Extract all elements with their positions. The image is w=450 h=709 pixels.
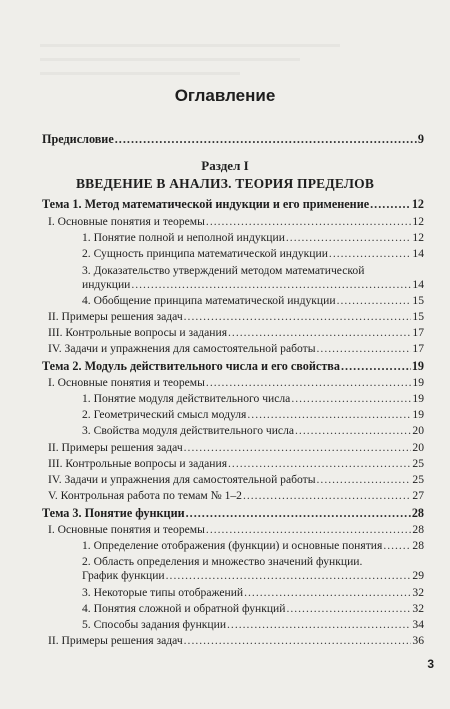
dot-leader bbox=[317, 342, 412, 355]
toc-entry-title: Тема 2. Модуль действительного числа и его свойства bbox=[42, 359, 340, 373]
toc-entry[interactable] bbox=[82, 392, 424, 405]
dot-leader bbox=[247, 408, 411, 421]
toc-entry[interactable] bbox=[48, 215, 424, 228]
toc-entry-page: 15 bbox=[412, 310, 424, 323]
toc-entry-title: I. Основные понятия и теоремы bbox=[48, 523, 205, 536]
toc-entry[interactable] bbox=[82, 569, 424, 582]
toc-entry-title: 2. Сущность принципа математической индукции bbox=[82, 247, 328, 260]
toc-entry-page: 28 bbox=[412, 523, 424, 536]
dot-leader bbox=[186, 507, 411, 520]
show-through-mark bbox=[40, 44, 340, 47]
toc-entry-title-line: 2. Область определения и множество значений функции. bbox=[82, 555, 363, 568]
toc-entry[interactable] bbox=[48, 310, 424, 323]
toc-entry-title: I. Основные понятия и теоремы bbox=[48, 376, 205, 389]
toc-entry-title: 4. Обобщение принципа математической индукции bbox=[82, 294, 336, 307]
toc-entry[interactable] bbox=[48, 489, 424, 502]
toc-entry-page: 32 bbox=[412, 586, 424, 599]
toc-entry-page: 34 bbox=[412, 618, 424, 631]
toc-entry-title: индукции bbox=[82, 278, 131, 291]
dot-leader bbox=[184, 441, 412, 454]
toc-entry[interactable] bbox=[48, 457, 424, 470]
toc-entry-title: Тема 1. Метод математической индукции и его применение bbox=[42, 197, 370, 211]
toc-entry[interactable] bbox=[48, 523, 424, 536]
toc-entry-page: 28 bbox=[412, 539, 424, 552]
dot-leader bbox=[206, 215, 411, 228]
toc-entry-title: 1. Понятие модуля действительного числа bbox=[82, 392, 291, 405]
page-number: 3 bbox=[427, 657, 434, 671]
toc-entry-page: 12 bbox=[412, 231, 424, 244]
toc-entry[interactable] bbox=[48, 473, 424, 486]
toc-entry-page: 14 bbox=[412, 278, 424, 291]
dot-leader bbox=[291, 392, 411, 405]
toc-entry-page: 32 bbox=[412, 602, 424, 615]
toc-entry-title: II. Примеры решения задач bbox=[48, 441, 183, 454]
toc-entry-preface[interactable] bbox=[42, 133, 424, 146]
toc-entry[interactable] bbox=[82, 278, 424, 291]
toc-entry-page: 9 bbox=[417, 132, 424, 146]
toc-entry-title: 1. Понятие полной и неполной индукции bbox=[82, 231, 285, 244]
toc-entry-page: 19 bbox=[412, 408, 424, 421]
toc-entry-page: 20 bbox=[412, 441, 424, 454]
toc-entry-topic[interactable] bbox=[42, 198, 424, 211]
toc-entry-topic[interactable] bbox=[42, 507, 424, 520]
toc-entry-title: Предисловие bbox=[42, 132, 114, 146]
show-through-mark bbox=[40, 72, 240, 75]
dot-leader bbox=[341, 360, 411, 373]
dot-leader bbox=[244, 586, 411, 599]
toc-entry-title: IV. Задачи и упражнения для самостоятельной работы bbox=[48, 473, 316, 486]
toc-entry[interactable] bbox=[82, 602, 424, 615]
toc-entry-page: 20 bbox=[412, 424, 424, 437]
toc-entry-title: График функции bbox=[82, 569, 165, 582]
toc-title: Оглавление bbox=[174, 86, 276, 105]
toc-entry-page: 19 bbox=[411, 359, 424, 373]
toc-entry-title: V. Контрольная работа по темам № 1–2 bbox=[48, 489, 242, 502]
dot-leader bbox=[383, 539, 411, 552]
dot-leader bbox=[370, 198, 411, 211]
toc-entry-page: 14 bbox=[412, 247, 424, 260]
toc-entry-title: 4. Понятия сложной и обратной функций bbox=[82, 602, 286, 615]
dot-leader bbox=[228, 457, 411, 470]
toc-entry-page: 25 bbox=[412, 473, 424, 486]
toc-entry-title: Тема 3. Понятие функции bbox=[42, 506, 185, 520]
dot-leader bbox=[206, 376, 411, 389]
dot-leader bbox=[228, 326, 411, 339]
dot-leader bbox=[131, 278, 411, 291]
toc-entry[interactable] bbox=[82, 294, 424, 307]
toc-entry[interactable] bbox=[82, 618, 424, 631]
dot-leader bbox=[329, 247, 411, 260]
toc-entry-page: 28 bbox=[411, 506, 424, 520]
dot-leader bbox=[184, 310, 412, 323]
section-title: ВВЕДЕНИЕ В АНАЛИЗ. ТЕОРИЯ ПРЕДЕЛОВ bbox=[75, 176, 375, 191]
toc-entry[interactable] bbox=[82, 539, 424, 552]
dot-leader bbox=[184, 634, 412, 647]
toc-entry-page: 36 bbox=[412, 634, 424, 647]
toc-entry-title: II. Примеры решения задач bbox=[48, 310, 183, 323]
dot-leader bbox=[206, 523, 411, 536]
toc-entry-title: III. Контрольные вопросы и задания bbox=[48, 457, 228, 470]
toc-entry-title: 3. Свойства модуля действительного числа bbox=[82, 424, 295, 437]
toc-entry-page: 15 bbox=[412, 294, 424, 307]
toc-entry-topic[interactable] bbox=[42, 360, 424, 373]
toc-entry-page: 17 bbox=[412, 342, 424, 355]
toc-entry-title: IV. Задачи и упражнения для самостоятельной работы bbox=[48, 342, 316, 355]
toc-entry[interactable] bbox=[48, 342, 424, 355]
toc-entry-page: 12 bbox=[411, 197, 424, 211]
toc-entry-title: 1. Определение отображения (функции) и основные понятия bbox=[82, 539, 383, 552]
dot-leader bbox=[317, 473, 412, 486]
dot-leader bbox=[166, 569, 412, 582]
toc-entry[interactable] bbox=[82, 231, 424, 244]
toc-entry-page: 12 bbox=[412, 215, 424, 228]
toc-entry-title-line: 3. Доказательство утверждений методом математической bbox=[82, 264, 365, 277]
dot-leader bbox=[243, 489, 411, 502]
toc-entry-title: 2. Геометрический смысл модуля bbox=[82, 408, 247, 421]
dot-leader bbox=[227, 618, 411, 631]
section-label: Раздел I bbox=[201, 158, 249, 173]
toc-entry-page: 25 bbox=[412, 457, 424, 470]
toc-entry[interactable] bbox=[82, 586, 424, 599]
dot-leader bbox=[286, 602, 411, 615]
toc-entry-page: 27 bbox=[412, 489, 424, 502]
toc-entry-page: 29 bbox=[412, 569, 424, 582]
toc-entry-title: III. Контрольные вопросы и задания bbox=[48, 326, 228, 339]
toc-entry-page: 17 bbox=[412, 326, 424, 339]
toc-entry-page: 19 bbox=[412, 392, 424, 405]
dot-leader bbox=[337, 294, 412, 307]
dot-leader bbox=[295, 424, 411, 437]
toc-entry-title: I. Основные понятия и теоремы bbox=[48, 215, 205, 228]
toc-entry[interactable] bbox=[48, 441, 424, 454]
toc-entry[interactable] bbox=[82, 408, 424, 421]
show-through-mark bbox=[40, 58, 300, 61]
dot-leader bbox=[115, 133, 417, 146]
toc-entry[interactable] bbox=[82, 424, 424, 437]
toc-entry-title: 3. Некоторые типы отображений bbox=[82, 586, 244, 599]
toc-entry-page: 19 bbox=[412, 376, 424, 389]
dot-leader bbox=[286, 231, 412, 244]
toc-entry-title: 5. Способы задания функции bbox=[82, 618, 227, 631]
toc-entry[interactable] bbox=[48, 326, 424, 339]
toc-entry[interactable] bbox=[82, 247, 424, 260]
toc-entry[interactable] bbox=[48, 634, 424, 647]
toc-entry[interactable] bbox=[48, 376, 424, 389]
toc-entry-title: II. Примеры решения задач bbox=[48, 634, 183, 647]
